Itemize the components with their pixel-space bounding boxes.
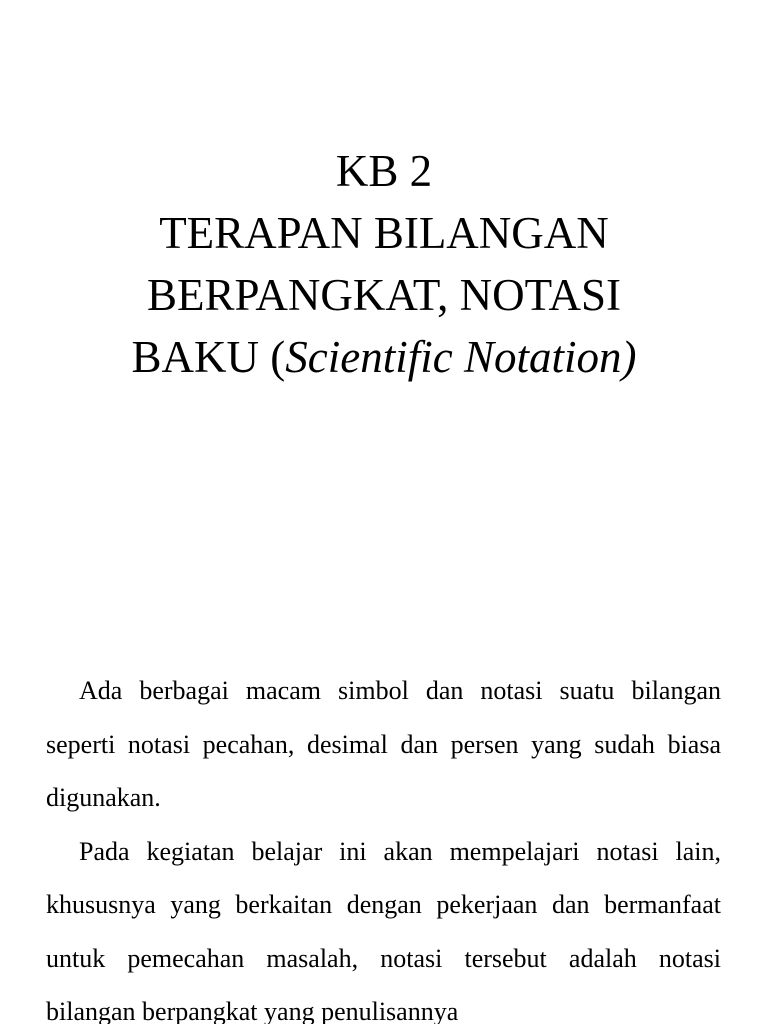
heading-line-baku [0, 326, 768, 388]
heading-line-berpangkat: BERPANGKAT, NOTASI [147, 270, 621, 320]
paragraph-intro: Ada berbagai macam simbol dan notasi suatu bilangan seperti notasi pecahan, desimal dan persen yang sudah biasa digunakan. [46, 676, 721, 812]
body-text [46, 664, 721, 1024]
heading-line-terapan: TERAPAN BILANGAN [159, 208, 609, 258]
heading-baku-text: BAKU ( [131, 332, 286, 382]
chapter-heading [0, 140, 768, 388]
paragraph-learning-activity: Pada kegiatan belajar ini akan mempelajari notasi lain, khususnya yang berkaitan dengan pekerjaan dan bermanfaat untuk pemecahan masalah, notasi tersebut adalah notasi bilangan berpangkat yang penulisannya [46, 836, 721, 1024]
heading-scientific-notation: Scientific Notation) [285, 332, 637, 382]
heading-line-kb: KB 2 [335, 146, 433, 196]
